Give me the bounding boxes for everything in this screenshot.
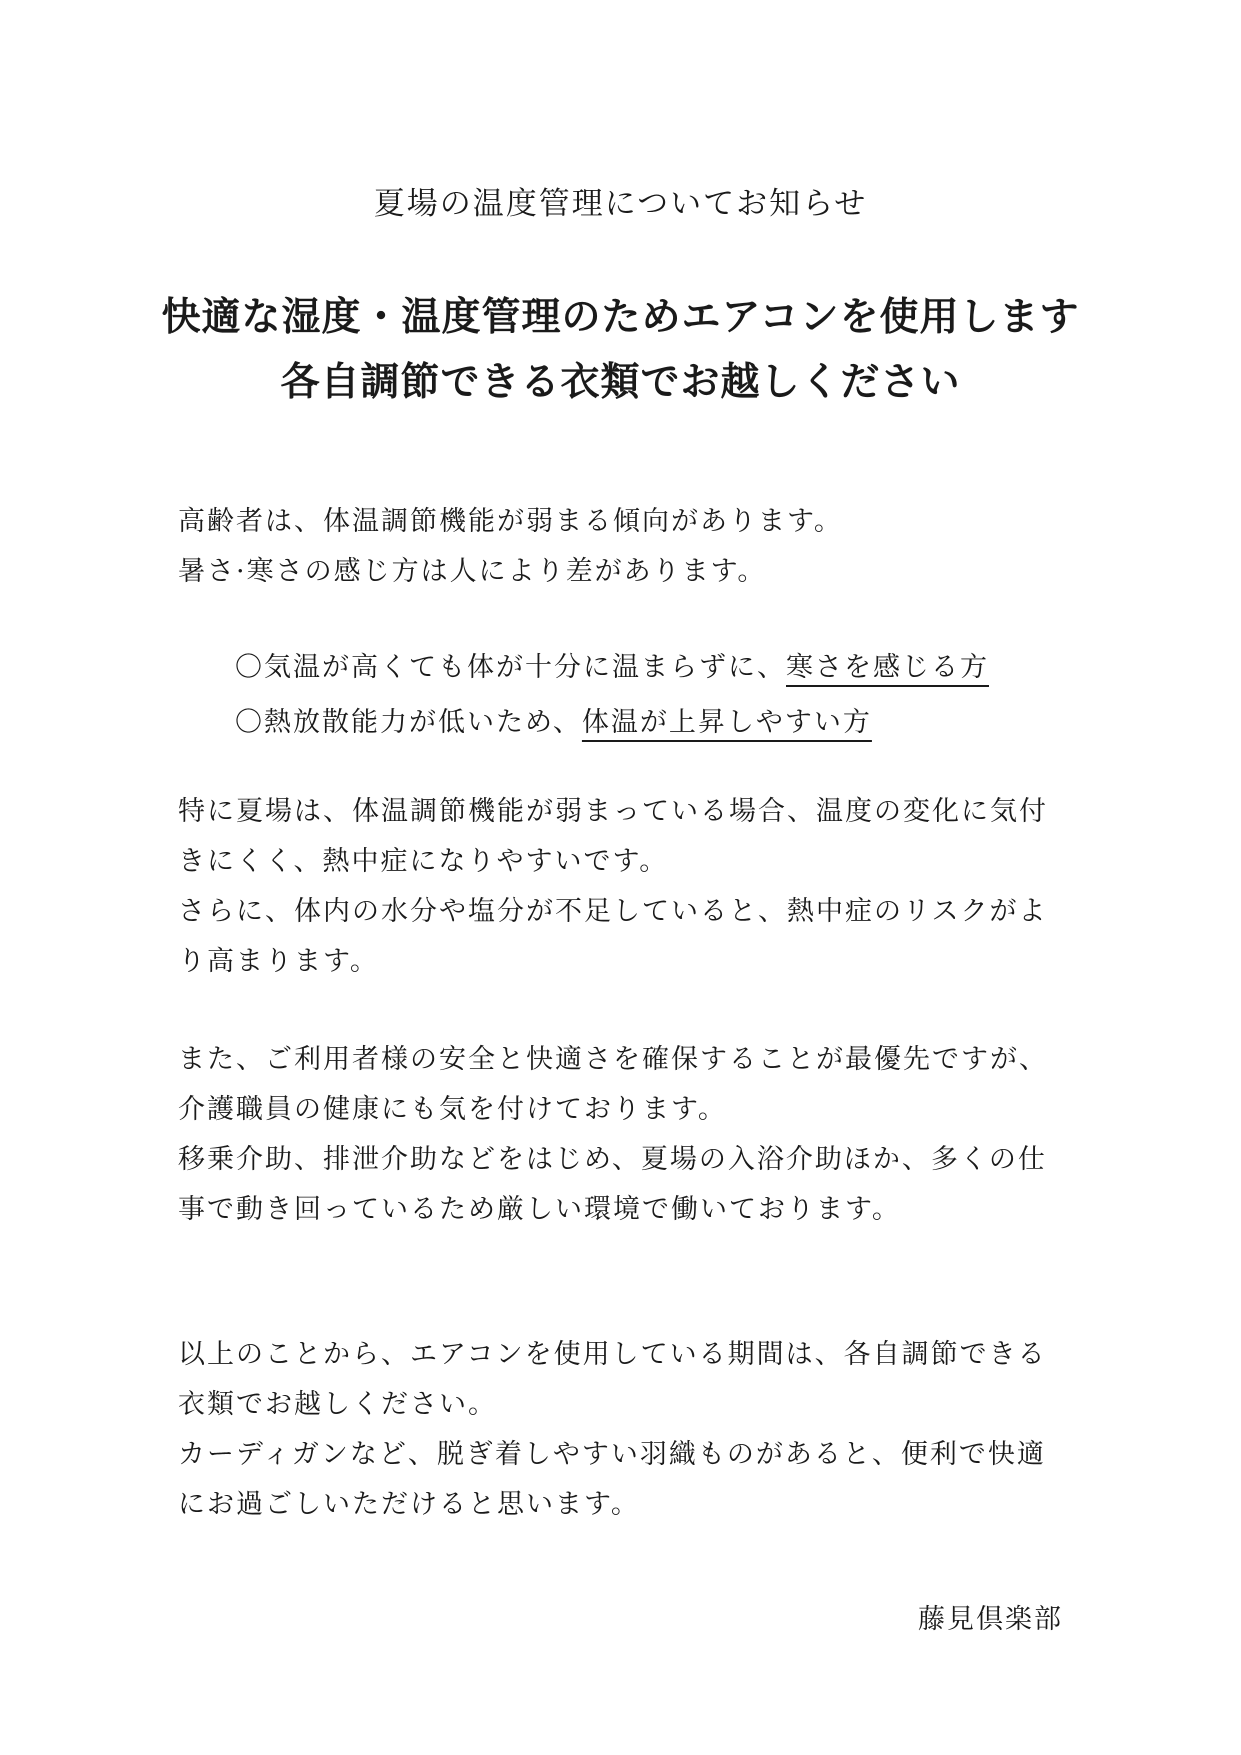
notice-title: 夏場の温度管理についてお知らせ	[373, 186, 868, 222]
bullet-item	[235, 640, 989, 695]
paragraph-line: きにくく、熱中症になりやすいです。	[178, 846, 669, 877]
bullet-emphasis: 寒さを感じる方	[786, 652, 989, 683]
paragraph-line: カーディガンなど、脱ぎ着しやすい羽織ものがあると、便利で快適	[178, 1439, 1046, 1470]
paragraph-line: さらに、体内の水分や塩分が不足していると、熱中症のリスクがよ	[178, 896, 1048, 927]
paragraph-line: 衣類でお越しください。	[178, 1389, 497, 1420]
paragraph-line: 以上のことから、エアコンを使用している期間は、各自調節できる	[178, 1339, 1047, 1370]
intro-line: 高齢者は、体温調節機能が弱まる傾向があります。	[178, 506, 843, 537]
conclusion-paragraph	[178, 1330, 1058, 1530]
paragraph-line: また、ご利用者様の安全と快適さを確保することが最優先ですが、	[178, 1044, 1048, 1075]
bullet-text: 〇気温が高くても体が十分に温まらずに、	[235, 652, 786, 683]
paragraph-line: 介護職員の健康にも気を付けております。	[178, 1094, 727, 1125]
bullet-list	[235, 640, 989, 750]
signature: 藤見倶楽部	[918, 1604, 1063, 1635]
staff-paragraph	[178, 1035, 1058, 1235]
paragraph-line: にお過ごしいただけると思います。	[178, 1489, 640, 1520]
headline-line-1: 快適な湿度・温度管理のためエアコンを使用します	[161, 294, 1080, 340]
headline-line-2: 各自調節できる衣類でお越しください	[280, 359, 961, 405]
paragraph-line: 特に夏場は、体温調節機能が弱まっている場合、温度の変化に気付	[178, 796, 1048, 827]
summer-paragraph	[178, 787, 1058, 987]
paragraph-line: り高まります。	[178, 946, 379, 977]
headline	[0, 285, 1241, 415]
paragraph-line: 事で動き回っているため厳しい環境で働いております。	[178, 1194, 901, 1225]
bullet-text: 〇熱放散能力が低いため、	[235, 707, 582, 738]
intro-line: 暑さ·寒さの感じ方は人により差があります。	[178, 556, 767, 587]
paragraph-line: 移乗介助、排泄介助などをはじめ、夏場の入浴介助ほか、多くの仕	[178, 1144, 1047, 1175]
bullet-item	[235, 695, 989, 750]
bullet-emphasis: 体温が上昇しやすい方	[581, 707, 872, 738]
intro-paragraph	[178, 497, 1058, 597]
